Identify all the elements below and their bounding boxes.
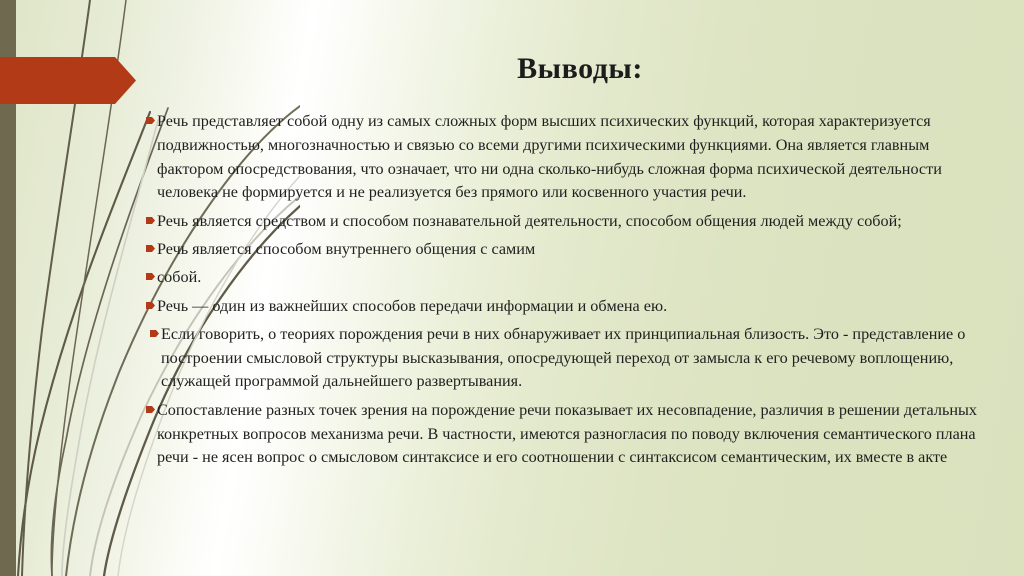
list-item (146, 295, 994, 319)
list-item-label: Если говорить, о теориях порождения речи в них обнаруживает их принципиальная близость. Это - представление о построении смысловой структуры высказывания, опосредующей переход от замысла к его речевому воплощению, служащей программой дальнейшего развертывания. (161, 324, 966, 391)
page-title: Выводы: (517, 52, 643, 85)
square-arrow-bullet-icon (146, 117, 155, 124)
list-item (146, 238, 994, 262)
list-item-label: Речь представляет собой одну из самых сложных форм высших психических функций, которая характеризуется подвижностью, многозначностью и связью со всеми другими психическими функциями. Она является главным фактором опосредствования, что означает, что ни одна сколько-нибудь сложная форма психической деятельности человека не формируется и не реализуется без прямого или косвенного участия речи. (157, 112, 942, 202)
list-item (146, 210, 994, 234)
list-item-label: Речь является средством и способом познавательной деятельности, способом общения людей между собой; (157, 211, 902, 230)
list-item-label: Сопоставление разных точек зрения на порождение речи показывает их несовпадение, различия в решении детальных конкретных вопросов механизма речи. В частности, имеются разногласия по поводу включения семантического плана речи - не ясен вопрос о смысловом синтаксисе и его соотношении с синтаксисом семантическим, их вместе в акте (157, 400, 977, 467)
list-item-label: Речь — один из важнейших способов передачи информации и обмена ею. (157, 296, 668, 315)
square-arrow-bullet-icon (146, 245, 155, 252)
square-arrow-bullet-icon (146, 217, 155, 224)
bullet-list (146, 110, 994, 475)
list-item (146, 266, 994, 290)
list-item (146, 110, 994, 205)
list-item-label: Речь является способом внутреннего общения с самим (157, 239, 536, 258)
square-arrow-bullet-icon (146, 406, 155, 413)
list-item-label: собой. (157, 268, 202, 287)
square-arrow-bullet-icon (150, 330, 159, 337)
list-item (146, 323, 994, 394)
red-arrow-banner (0, 57, 136, 104)
list-item (146, 399, 994, 470)
square-arrow-bullet-icon (146, 302, 155, 309)
square-arrow-bullet-icon (146, 273, 155, 280)
